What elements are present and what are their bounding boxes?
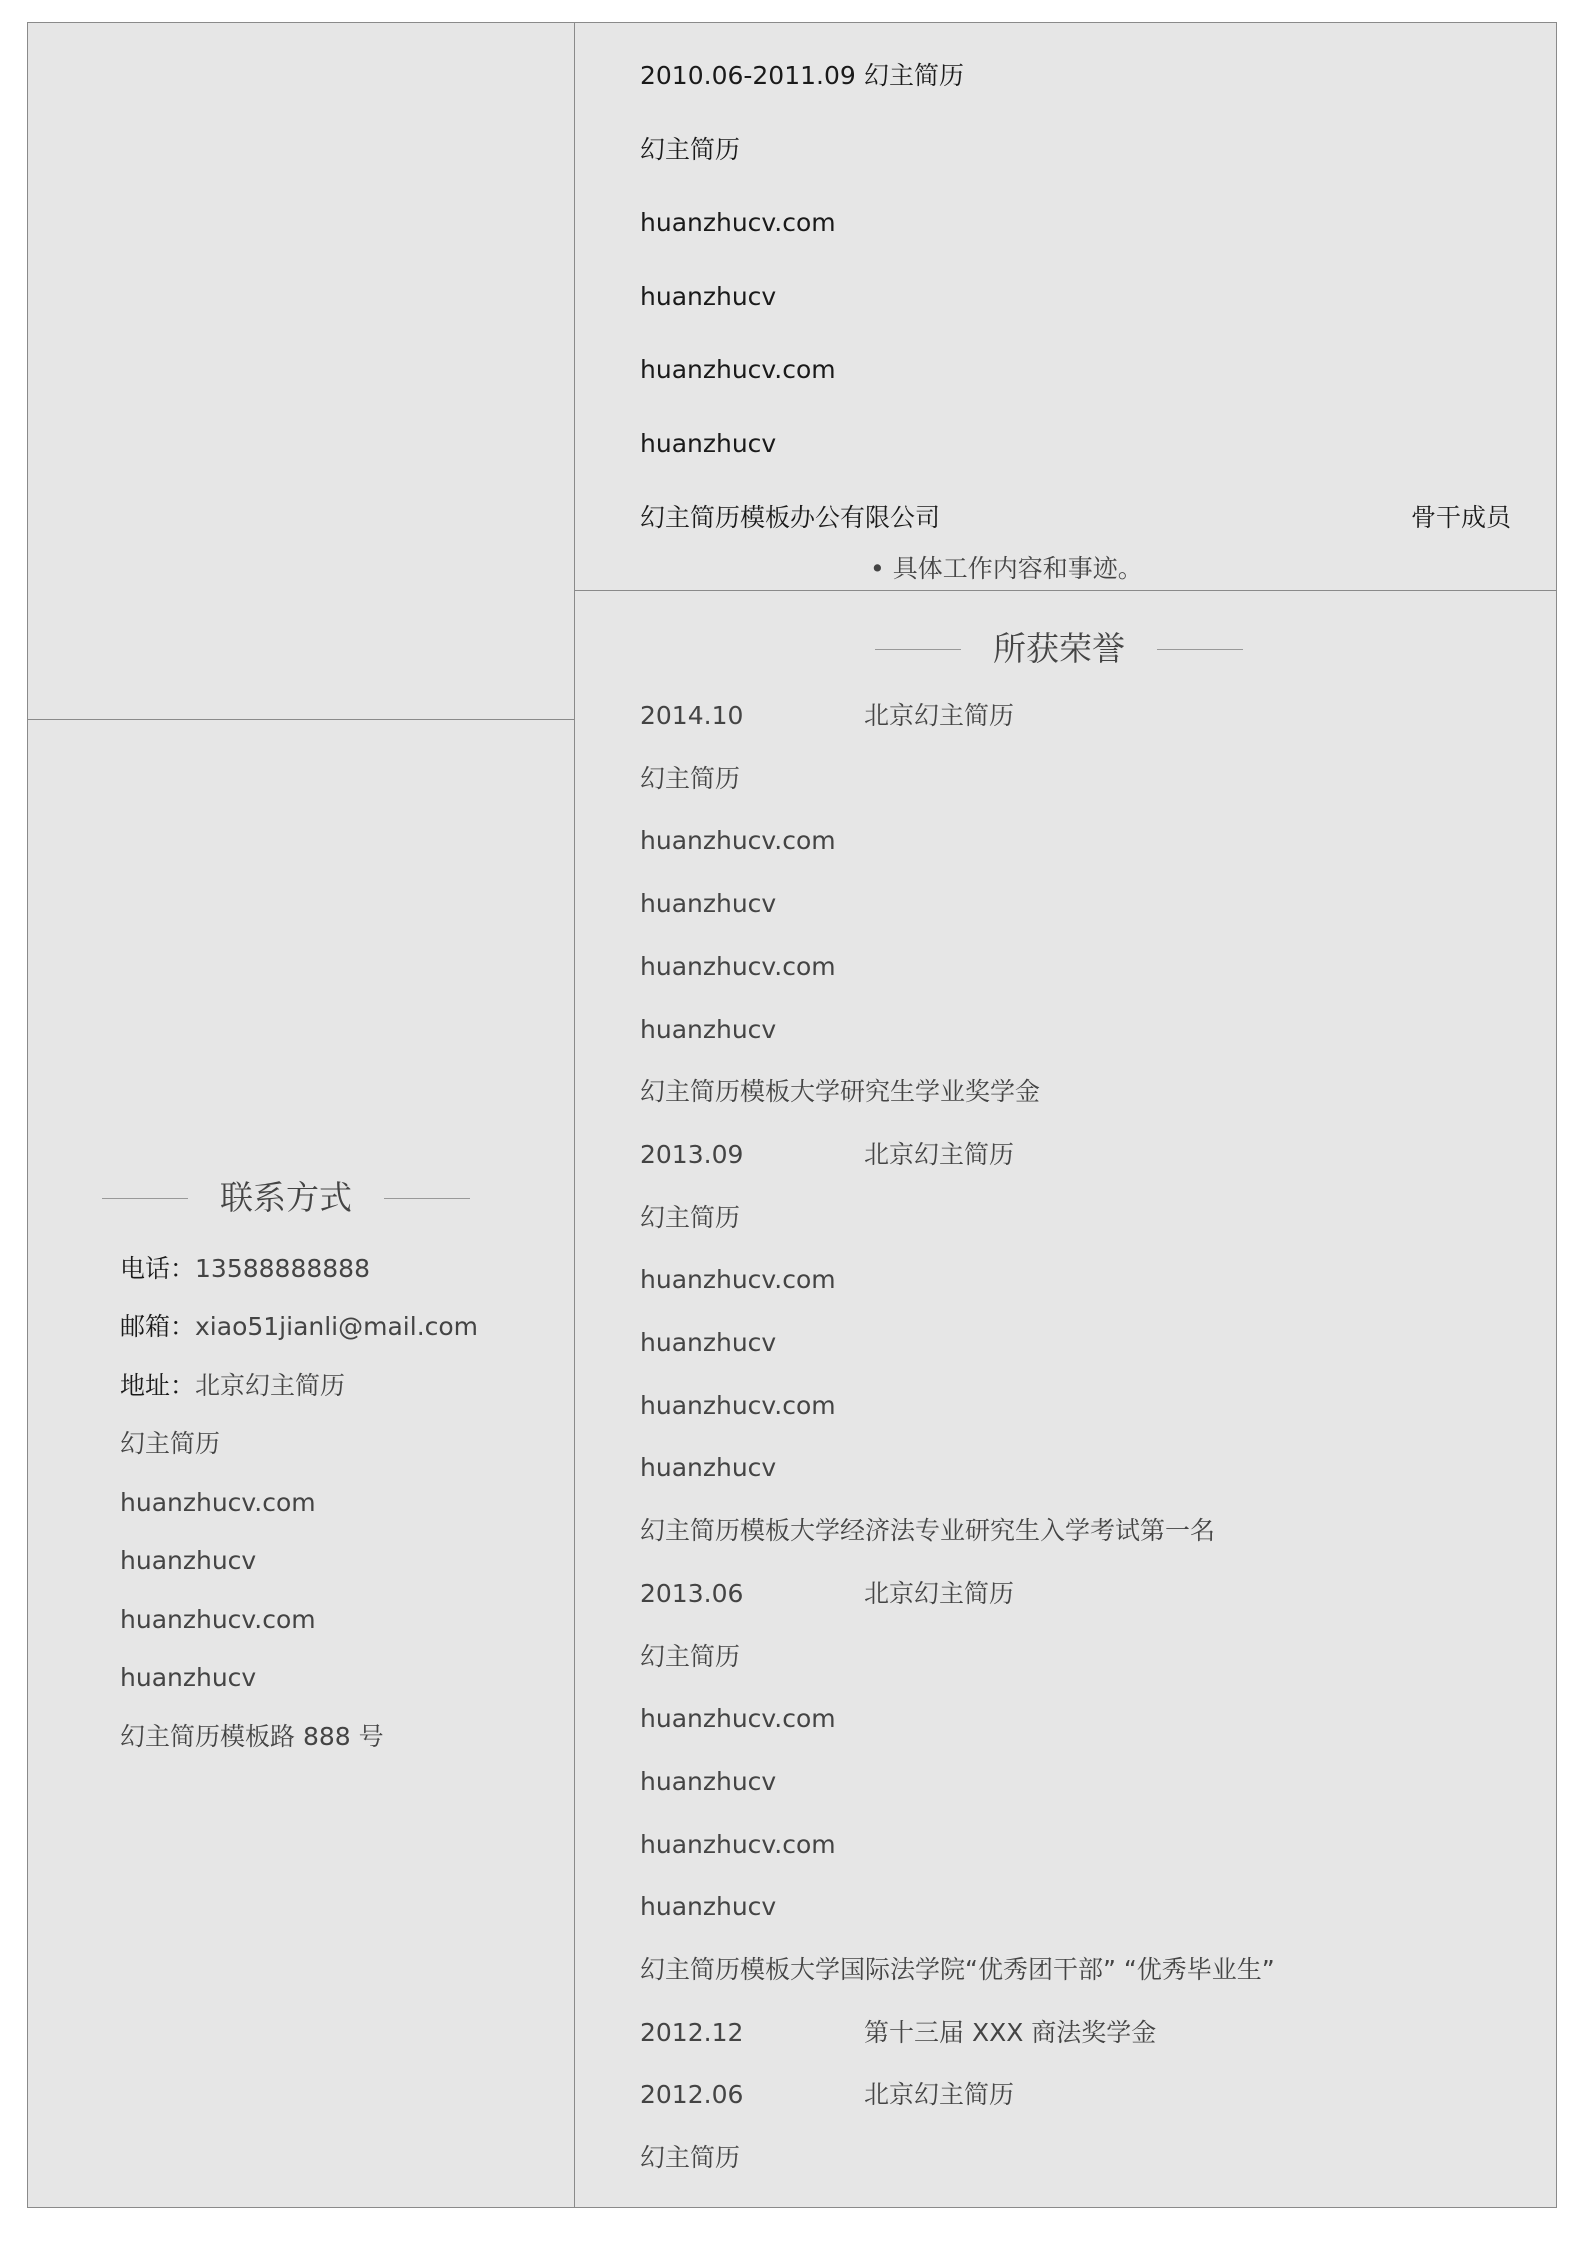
- honor-text: huanzhucv.com: [640, 1265, 836, 1294]
- honors-heading: [875, 629, 1243, 669]
- honor-text: 幻主简历模板大学研究生学业奖学金: [640, 1077, 1041, 1106]
- honor-text: 幻主简历: [640, 1642, 741, 1671]
- contact-email: [120, 1311, 478, 1343]
- honor-text: huanzhucv: [640, 889, 777, 918]
- honor-text: huanzhucv.com: [640, 1391, 836, 1420]
- work-company: 幻主简历模板办公有限公司: [640, 503, 941, 532]
- honor-text: huanzhucv: [640, 1328, 777, 1357]
- honor-text: huanzhucv: [640, 1015, 777, 1044]
- honor-date: 2012.06: [640, 2080, 744, 2109]
- honor-text: huanzhucv: [640, 1453, 777, 1482]
- honor-text: 幻主简历模板大学经济法专业研究生入学考试第一名: [640, 1516, 1216, 1545]
- honor-text: huanzhucv.com: [640, 1830, 836, 1859]
- contact-line: huanzhucv: [120, 1546, 257, 1575]
- honor-text: huanzhucv: [640, 1767, 777, 1796]
- honor-text: 幻主简历模板大学国际法学院“优秀团干部” “优秀毕业生”: [640, 1955, 1275, 1984]
- honor-text: 北京幻主简历: [864, 701, 1015, 730]
- column-divider: [574, 23, 575, 2207]
- email-value: xiao51jianli@mail.com: [195, 1312, 479, 1341]
- work-line: huanzhucv: [640, 429, 777, 458]
- contact-line: 幻主简历: [120, 1429, 221, 1458]
- work-bullet: • 具体工作内容和事迹。: [870, 554, 1143, 583]
- phone-label: 电话：: [120, 1254, 196, 1283]
- contact-title: 联系方式: [220, 1178, 352, 1217]
- contact-line: 幻主简历模板路 888 号: [120, 1722, 384, 1751]
- work-line: 幻主简历: [640, 135, 741, 164]
- contact-line: huanzhucv: [120, 1663, 257, 1692]
- honor-text: huanzhucv.com: [640, 952, 836, 981]
- contact-address: [120, 1370, 345, 1402]
- honor-date: 2013.06: [640, 1579, 744, 1608]
- honor-text: 第十三届 XXX 商法奖学金: [864, 2018, 1157, 2047]
- honor-text: huanzhucv.com: [640, 1704, 836, 1733]
- honor-text: 幻主简历: [640, 1203, 741, 1232]
- work-line: huanzhucv.com: [640, 355, 836, 384]
- right-section-divider: [575, 590, 1556, 591]
- email-label: 邮箱：: [120, 1312, 196, 1341]
- honor-date: 2012.12: [640, 2018, 744, 2047]
- contact-line: huanzhucv.com: [120, 1605, 316, 1634]
- contact-line: huanzhucv.com: [120, 1488, 316, 1517]
- address-label: 地址：: [120, 1371, 196, 1400]
- honor-text: huanzhucv: [640, 1892, 777, 1921]
- honors-title: 所获荣誉: [993, 629, 1125, 668]
- phone-value: 13588888888: [195, 1254, 370, 1283]
- contact-phone: [120, 1253, 370, 1285]
- resume-sheet: [27, 22, 1557, 2208]
- address-value: 北京幻主简历: [195, 1371, 346, 1400]
- honor-date: 2014.10: [640, 701, 744, 730]
- work-period: 2010.06-2011.09: [640, 61, 856, 90]
- left-section-divider: [28, 719, 574, 720]
- contact-heading: [102, 1178, 470, 1218]
- work-line: huanzhucv.com: [640, 208, 836, 237]
- work-line: huanzhucv: [640, 282, 777, 311]
- honor-text: 幻主简历: [640, 764, 741, 793]
- honor-text: 幻主简历: [640, 2143, 741, 2172]
- work-org: 幻主简历: [864, 61, 965, 90]
- work-role: 骨干成员: [1410, 503, 1511, 532]
- heading-rule-right: [1157, 649, 1243, 650]
- honor-date: 2013.09: [640, 1140, 744, 1169]
- honor-text: huanzhucv.com: [640, 826, 836, 855]
- honor-text: 北京幻主简历: [864, 2080, 1015, 2109]
- heading-rule-left: [875, 649, 961, 650]
- heading-rule-left: [102, 1198, 188, 1199]
- honor-text: 北京幻主简历: [864, 1579, 1015, 1608]
- honor-text: 北京幻主简历: [864, 1140, 1015, 1169]
- heading-rule-right: [384, 1198, 470, 1199]
